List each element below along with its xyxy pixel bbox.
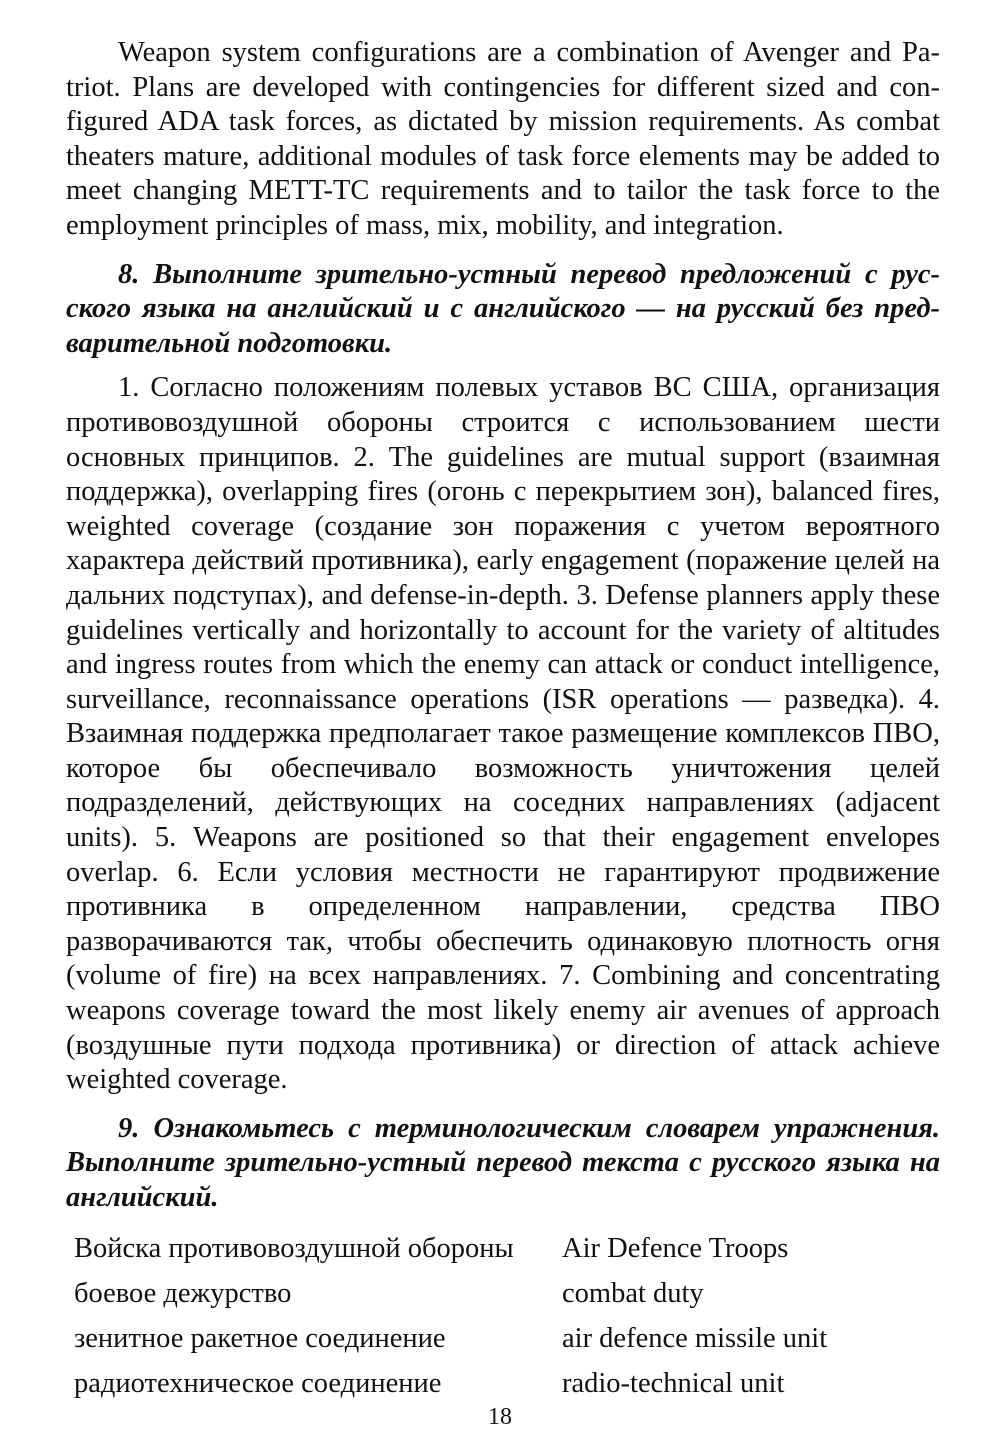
page-number: 18 — [488, 1404, 512, 1430]
glossary-row — [66, 1226, 940, 1271]
glossary-term-ru: боевое дежурство — [74, 1277, 292, 1309]
glossary-row — [66, 1361, 940, 1406]
glossary-term-en: combat duty — [562, 1277, 704, 1309]
glossary-term-en: Air Defence Troops — [562, 1232, 789, 1264]
intro-paragraph: Weapon system configurations are a combination of Avenger and Patriot. Plans are developed with contingencies for different sized and configured ADA task forces, as dictated by mission requirements. As combat theaters mature, additional modules of task force elements may be added to meet changing METT-TC requirements and to tailor the task force to the employment principles of mass, mix, mobility, and integration. — [66, 37, 940, 241]
glossary-term-ru: Войска противовоздушной обороны — [74, 1232, 514, 1264]
exercise-8-text: 1. Согласно положениям полевых уставов ВС США, организация противовоздушной обороны строится с использованием шести основных принципов. 2. The guidelines are mutual support (взаимная поддержка), overlapping fires (огонь с перекрытием зон), balanced fires, weighted coverage (создание зон поражения с учетом вероятного характера действий противника), early engagement (поражение целей на дальних подступах), and defense-in-depth. 3. Defense planners apply these guidelines vertically and horizontally to account for the variety of altitudes and ingress routes from which the enemy can attack or conduct intelligence, surveillance, reconnaissance operations (ISR operations — разведка). 4. Взаимная поддержка предполагает такое размещение комплексов ПВО, которое бы обеспечивало возможность уничтожения целей подразделений, действующих на соседних направлениях (adjacent units). 5. Weapons are positioned so that their engagement envelopes overlap. 6. Если условия местности не гарантируют продвижение противника в определенном направлении, средства ПВО разворачиваются так, чтобы обеспечить одинаковую плотность огня (volume of fire) на всех направлениях. 7. Combining and concentrating weapons coverage toward the most likely enemy air avenues of approach (воздушные пути подхода противника) or direction of attack achieve weighted coverage. — [66, 372, 940, 1096]
glossary-table — [66, 1226, 940, 1406]
glossary-row — [66, 1316, 940, 1361]
glossary-row — [66, 1271, 940, 1316]
glossary-term-ru: радиотехническое соединение — [74, 1367, 442, 1399]
glossary-term-en: radio-technical unit — [562, 1367, 785, 1399]
exercise-9-heading: 9. Ознакомьтесь с терминологическим словарем упражнения. Выполните зрительно-устный перевод текста с русского языка на английский. — [66, 1112, 940, 1213]
glossary-term-en: air defence missile unit — [562, 1322, 828, 1354]
glossary-term-ru: зенитное ракетное соединение — [74, 1322, 446, 1354]
exercise-8-heading: 8. Выполните зрительно-устный перевод предложений с русского языка на английский и с английского — на русский без предварительной подготовки. — [66, 258, 940, 359]
page-content — [66, 36, 940, 1406]
